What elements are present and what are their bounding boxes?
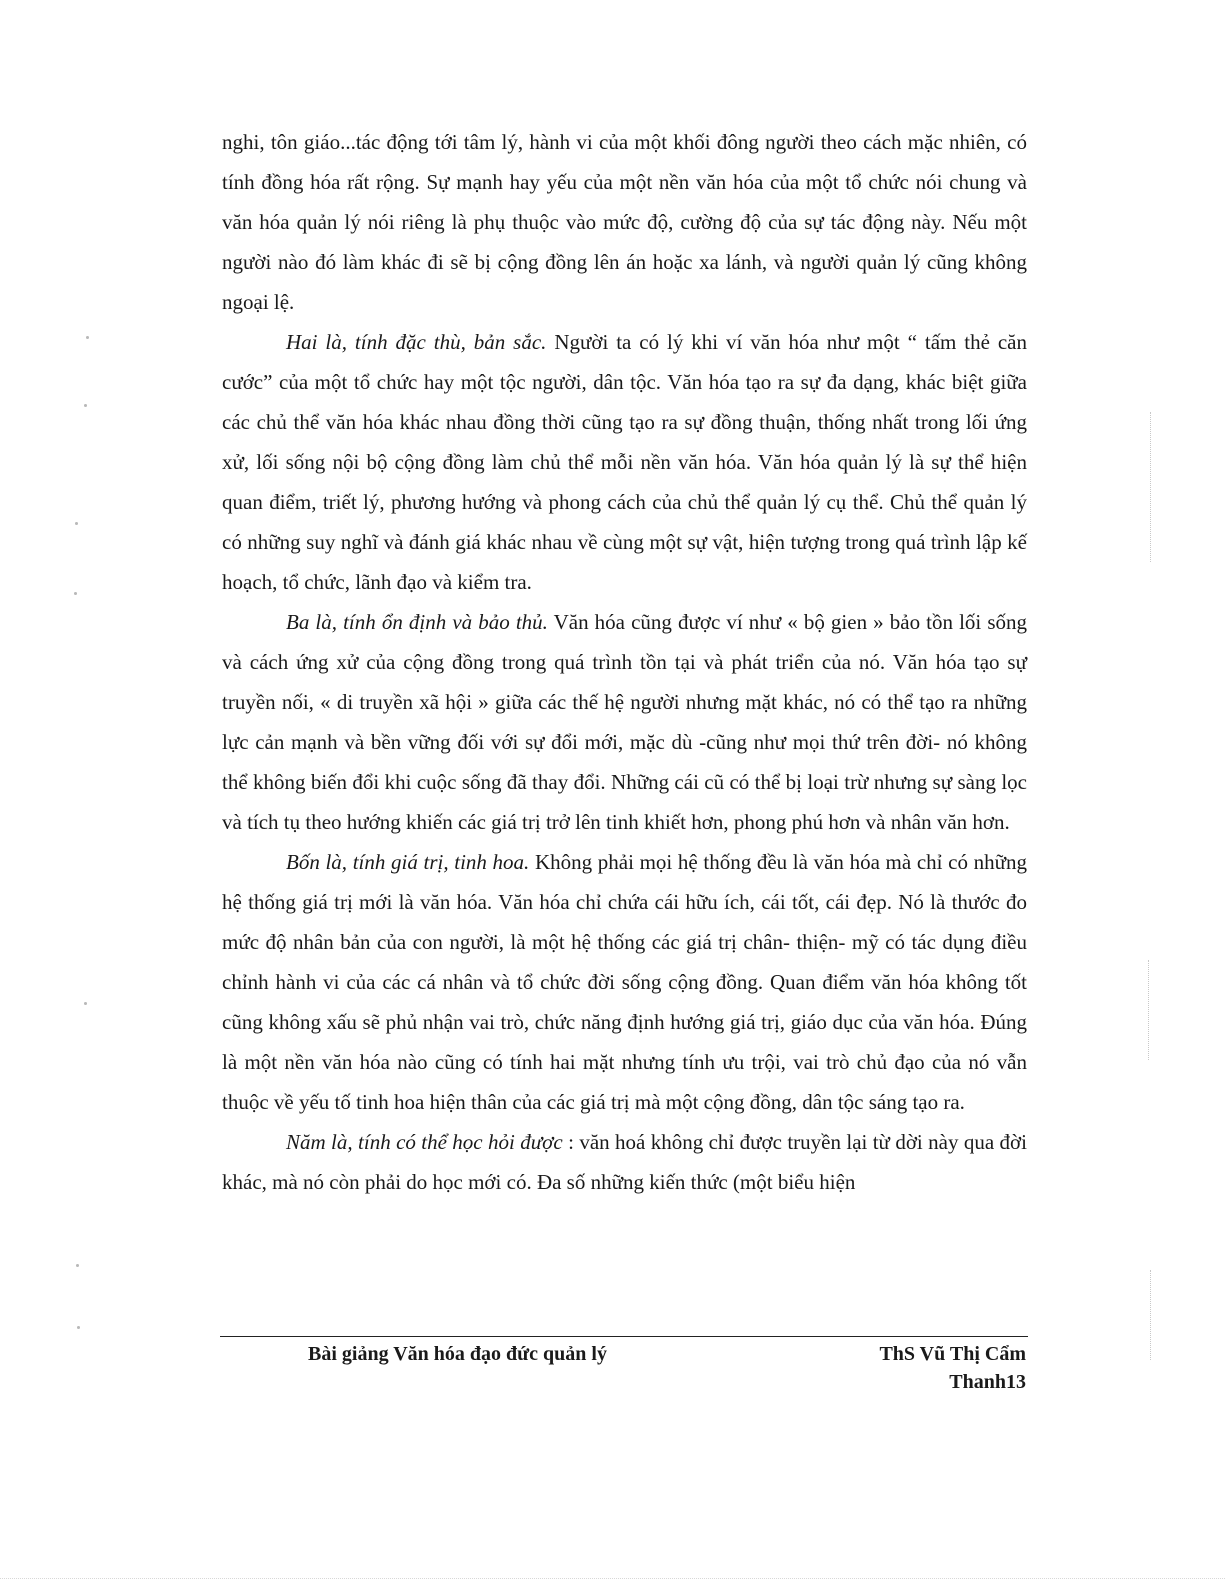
paragraph-lead: Ba là, tính ổn định và bảo thủ.: [286, 610, 548, 634]
scan-speck: [74, 592, 77, 595]
paragraph-text: Không phải mọi hệ thống đều là văn hóa mà chỉ có những hệ thống giá trị mới là văn hóa. Văn hóa chỉ chứa cái hữu ích, cái tốt, cái đẹp. Nó là thước đo mức độ nhân bản của con người, là một hệ thống các giá trị chân- thiện- mỹ có tác dụng điều chỉnh hành vi của các cá nhân và tổ chức đời sống cộng đồng. Quan điểm văn hóa không tốt cũng không xấu sẽ phủ nhận vai trò, chức năng định hướng giá trị, giáo dục của văn hóa. Đúng là một nền văn hóa nào cũng có tính hai mặt nhưng tính ưu trội, vai trò chủ đạo của nó vẫn thuộc về yếu tố tinh hoa hiện thân của các giá trị mà một cộng đồng, dân tộc sáng tạo ra.: [222, 850, 1027, 1114]
scan-edge-line: [1150, 1270, 1151, 1360]
paragraph-lead: Năm là, tính có thể học hỏi được: [286, 1130, 563, 1154]
scan-speck: [84, 1002, 87, 1005]
paragraph-lead: Hai là, tính đặc thù, bản sắc.: [286, 330, 547, 354]
footer-author-line2: Thanh13: [949, 1371, 1026, 1393]
footer-author: [820, 1340, 1026, 1396]
paragraph-lead: Bốn là, tính giá trị, tinh hoa.: [286, 850, 530, 874]
footer-divider: [220, 1336, 1028, 1337]
scan-speck: [75, 522, 78, 525]
paragraph-text: nghi, tôn giáo...tác động tới tâm lý, hành vi của một khối đông người theo cách mặc nhiên, có tính đồng hóa rất rộng. Sự mạnh hay yếu của một nền văn hóa của một tổ chức nói chung và văn hóa quản lý nói riêng là phụ thuộc vào mức độ, cường độ của sự tác động này. Nếu một người nào đó làm khác đi sẽ bị cộng đồng lên án hoặc xa lánh, và người quản lý cũng không ngoại lệ.: [222, 130, 1027, 314]
paragraph-2: [222, 322, 1027, 602]
scan-speck: [76, 1264, 79, 1267]
paragraph-1: [222, 122, 1027, 322]
body-text: [222, 122, 1027, 1202]
scan-edge-line: [1150, 412, 1151, 562]
scan-speck: [77, 1326, 80, 1329]
paragraph-text: Người ta có lý khi ví văn hóa như một “ tấm thẻ căn cước” của một tổ chức hay một tộc người, dân tộc. Văn hóa tạo ra sự đa dạng, khác biệt giữa các chủ thể văn hóa khác nhau đồng thời cũng tạo ra sự đồng thuận, thống nhất trong lối ứng xử, lối sống nội bộ cộng đồng làm chủ thể mỗi nền văn hóa. Văn hóa quản lý là sự thể hiện quan điểm, triết lý, phương hướng và phong cách của chủ thể quản lý cụ thể. Chủ thể quản lý có những suy nghĩ và đánh giá khác nhau về cùng một sự vật, hiện tượng trong quá trình lập kế hoạch, tổ chức, lãnh đạo và kiểm tra.: [222, 330, 1027, 594]
paragraph-3: [222, 602, 1027, 842]
paragraph-text: Văn hóa cũng được ví như « bộ gien » bảo tồn lối sống và cách ứng xử của cộng đồng trong quá trình tồn tại và phát triển của nó. Văn hóa tạo sự truyền nối, « di truyền xã hội » giữa các thế hệ người nhưng mặt khác, nó có thể tạo ra những lực cản mạnh và bền vững đối với sự đổi mới, mặc dù -cũng như mọi thứ trên đời- nó không thể không biến đổi khi cuộc sống đã thay đổi. Những cái cũ có thể bị loại trừ nhưng sự sàng lọc và tích tụ theo hướng khiến các giá trị trở lên tinh khiết hơn, phong phú hơn và nhân văn hơn.: [222, 610, 1027, 834]
scan-speck: [84, 404, 87, 407]
footer-author-line1: ThS Vũ Thị Cẩm: [879, 1343, 1026, 1365]
scan-speck: [86, 336, 89, 339]
scan-bottom-edge: [0, 1578, 1225, 1579]
footer-course-title: Bài giảng Văn hóa đạo đức quản lý: [308, 1343, 607, 1365]
paragraph-5: [222, 1122, 1027, 1202]
paragraph-4: [222, 842, 1027, 1122]
paragraph-text: : văn hoá không chỉ được truyền lại từ dời này qua đời khác, mà nó còn phải do học mới có. Đa số những kiến thức (một biểu hiện: [222, 1130, 1027, 1194]
scan-edge-line: [1148, 960, 1149, 1060]
